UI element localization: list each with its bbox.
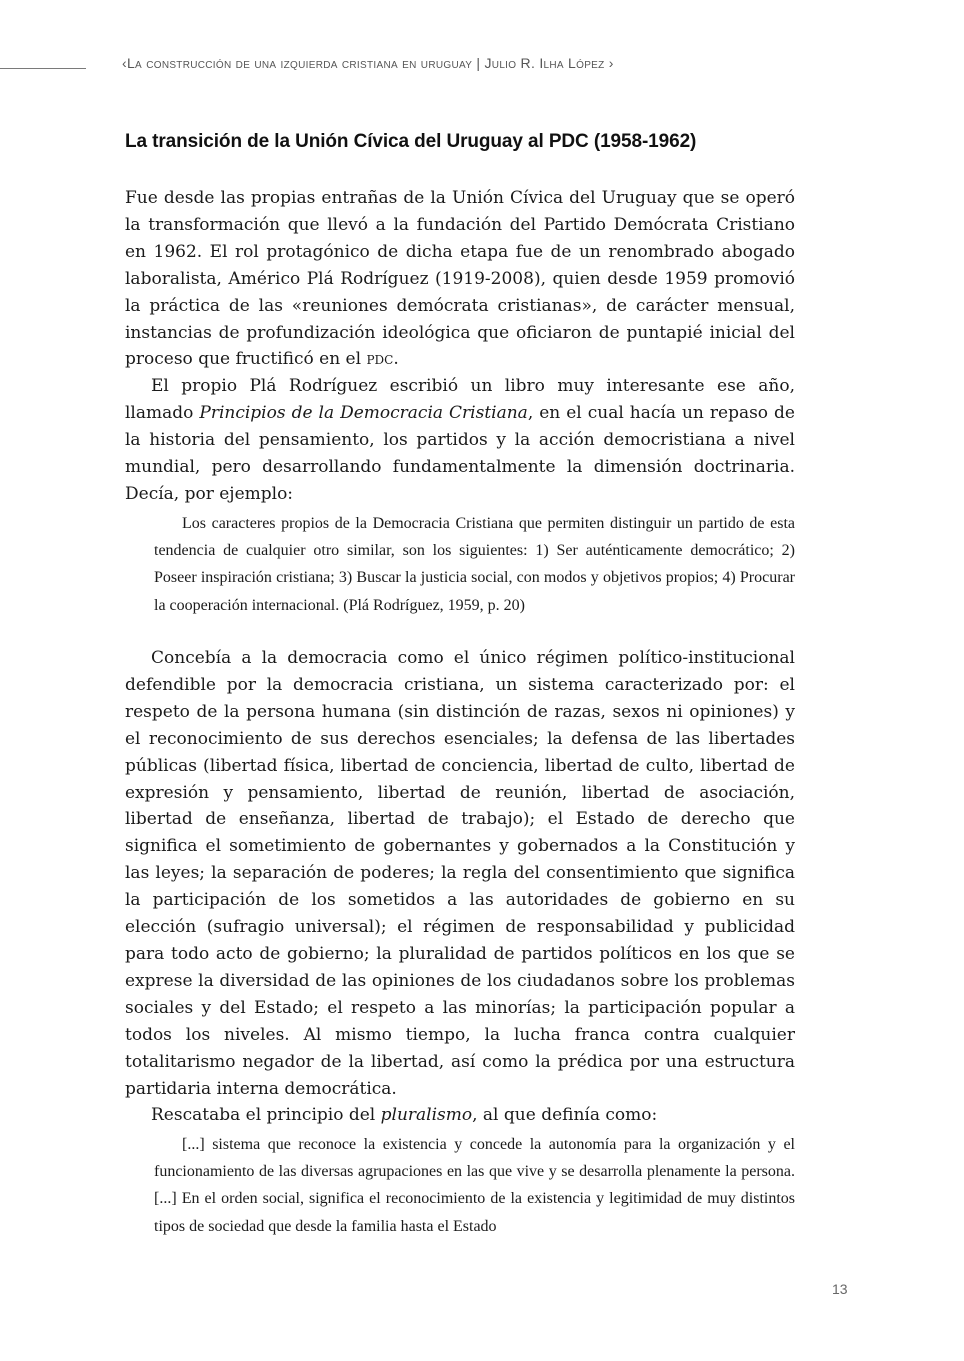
paragraph-1	[125, 185, 795, 373]
paragraph-2	[125, 373, 795, 508]
paragraph-4-text-b: , al que definía como:	[472, 1105, 658, 1126]
block-quote-2	[154, 1131, 795, 1240]
header-close-mark: ›	[604, 55, 614, 71]
paragraph-2-text-b: , en el cual hacía un repaso de la historia del pensamiento, los partidos y la acción democristiana a nivel mundial, pero desarrollando fundamentalmente la dimensión doctrinaria. Decía, por ejemplo:	[125, 403, 795, 504]
paragraph-2-text-a: El propio Plá Rodríguez escribió un libro muy interesante ese año, llamado	[125, 376, 795, 424]
block-quote-1	[154, 510, 795, 619]
header-author: Julio R. Ilha López	[484, 55, 605, 71]
header-book-title: La construcción de una izquierda cristiana en uruguay	[126, 55, 473, 71]
section-title: La transición de la Unión Cívica del Uruguay al PDC (1958-1962)	[125, 131, 697, 152]
paragraph-3: Concebía a la democracia como el único régimen político-institucional defendible por la democracia cristiana, un sistema caracterizado por: el respeto de la persona humana (sin distinción de razas, sexos ni opiniones) y el reconocimiento de sus derechos esenciales; la defensa de las libertades públicas (libertad física, libertad de conciencia, libertad de culto, libertad de expresión y pensamiento, libertad de reunión, libertad de asociación, libertad de enseñanza, libertad de trabajo); el Estado de derecho que significa el sometimiento de gobernantes y gobernados a la Constitución y las leyes; la separación de poderes; la regla del consentimiento que significa la participación de los sometidos a las autoridades de gobierno en su elección (sufragio universal); el régimen de responsabilidad y publicidad para todo acto de gobierno; la pluralidad de partidos políticos en los que se exprese la diversidad de las opiniones de los ciudadanos sobre los problemas sociales y del Estado; el respeto a las minorías; la participación popular a todos los niveles. Al mismo tiempo, la lucha franca contra cualquier totalitarismo negador de la libertad, así como la prédica por una estructura partidaria interna democrática.	[125, 648, 795, 1099]
block-quote-2-text: [...] sistema que reconoce la existencia y concede la autonomía para la organización y el funcionamiento de las diversas agrupaciones en las que vive y se desarrolla plenamente la persona. [...] En el orden social, significa el reconocimiento de la existencia y legitimidad de muy distintos tipos de sociedad que desde la familia hasta el Estado	[154, 1136, 795, 1235]
body-block-1	[125, 185, 795, 508]
body-block-2	[125, 645, 795, 1129]
header-rule	[0, 68, 86, 69]
pdc-abbreviation: pdc	[366, 349, 394, 370]
paragraph-4	[125, 1102, 795, 1129]
book-title-italic: Principios de la Democracia Cristiana	[199, 403, 528, 424]
page-number: 13	[832, 1281, 848, 1297]
paragraph-1-text: Fue desde las propias entrañas de la Unión Cívica del Uruguay que se operó la transformación que llevó a la fundación del Partido Demócrata Cristiano en 1962. El rol protagónico de dicha etapa fue de un renombrado abogado laboralista, Américo Plá Rodríguez (1919-2008), quien desde 1959 promovió la práctica de las «reuniones demócrata cristianas», de carácter mensual, instancias de profundización ideológica que oficiaron de puntapié inicial del proceso que fructificó en el	[125, 188, 795, 370]
paragraph-1-end: .	[393, 349, 399, 370]
running-header	[122, 55, 614, 71]
block-quote-1-text: Los caracteres propios de la Democracia Cristiana que permiten distinguir un partido de esta tendencia de cualquier otro similar, son los siguientes: 1) Ser auténticamente democrático; 2) Poseer inspiración cristiana; 3) Buscar la justicia social, con modos y objetivos propios; 4) Procurar la cooperación internacional. (Plá Rodríguez, 1959, p. 20)	[154, 515, 795, 614]
header-separator: |	[472, 55, 485, 71]
header-open-mark: ‹	[122, 55, 127, 71]
pluralismo-italic: pluralismo	[380, 1105, 473, 1126]
paragraph-4-text-a: Rescataba el principio del	[151, 1105, 381, 1126]
